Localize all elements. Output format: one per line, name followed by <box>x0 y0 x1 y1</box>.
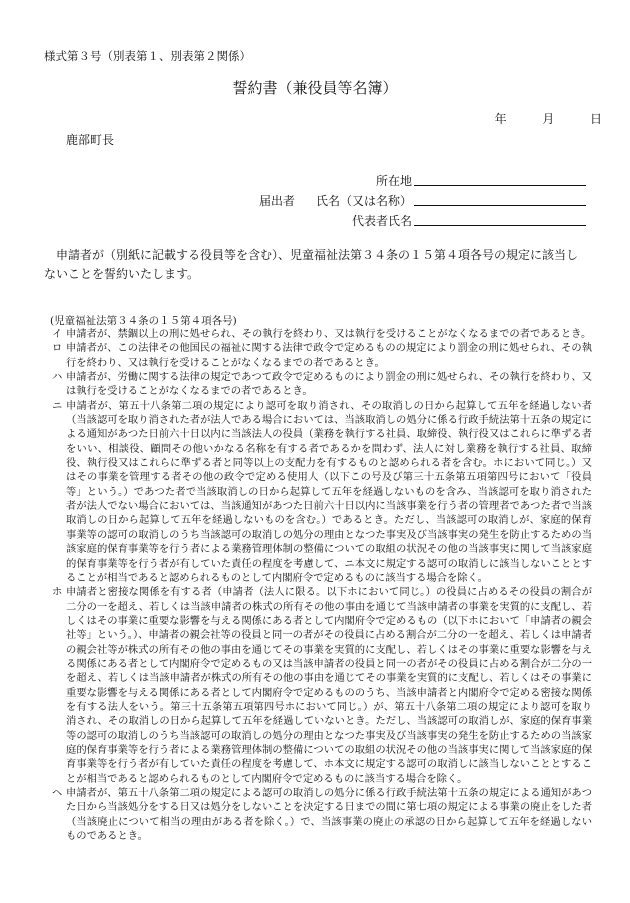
date-line <box>495 110 602 127</box>
law-heading: (児童福祉法第３４条の１５第４項各号) <box>50 315 237 327</box>
item-text: 申請者が、禁錮以上の刑に処せられ、その執行を終わり、又は執行を受けることがなくなるまでの者であるとき。 <box>66 328 592 340</box>
date-month-label: 月 <box>542 112 555 126</box>
item-text: 申請者が、第五十八条第二項の規定により認可を取り消され、その取消しの日から起算して五年を経過しない者（当該認可を取り消された者が法人である場合においては、当該取消しの処分に係る行政手続法第十五条の規定による通知があつた日前六十日以内に当該法人の役員（業務を執行する社員、取締役、執行役又はこれらに準ずる者をいい、相談役、顧問その他いかなる名称を有する者であるかを問わず、法人に対し業務を執行する社員、取締役、執行役又はこれらに準ずる者と同等以上の支配力を有するものと認められる者を含む。ホにおいて同じ。）又はその事業を管理する者その他の政令で定める使用人（以下この号及び第三十五条第五項第四号において「役員等」という。）であつた者で当該取消しの日から起算して五年を経過しないものを含み、当該認可を取り消された者が法人でない場合においては、当該通知があつた日前六十日以内に当該事業を行う者の管理者であつた者で当該取消しの日から起算して五年を経過しないものを含む。）であるとき。ただし、当該認可の取消しが、家庭的保育事業等の認可の取消しのうち当該認可の取消しの処分の理由となつた事実及び当該事実の発生を防止するための当該家庭的保育事業等を行う者による業務管理体制の整備についての取組の状況その他の当該事実に関して当該家庭的保育事業等を行う者が有していた責任の程度を考慮して、ニ本文に規定する認可の取消しに該当しないこととすることが相当であると認められるものとして内閣府令で定めるものに該当する場合を除く。 <box>66 399 592 584</box>
list-item <box>52 370 592 399</box>
item-text: 申請者が、第五十八条第二項の規定による認可の取消しの処分に係る行政手続法第十五条の規定による通知があつた日から当該処分をする日又は処分をしないことを決定する日までの間に第七項の規定による事業の廃止をした者（当該廃止について相当の理由がある者を除く。）で、当該事業の廃止の承認の日から起算して五年を経過しないものであるとき。 <box>66 787 592 843</box>
list-item <box>52 341 592 370</box>
name-label: 氏名（又は名称） <box>315 194 412 208</box>
item-mark: ロ <box>52 342 63 355</box>
item-mark: ハ <box>52 371 63 384</box>
date-year-label: 年 <box>494 112 507 126</box>
disqualification-list <box>52 327 592 843</box>
pledge-statement: 申請者が（別紙に記載する役員等を含む）、児童福祉法第３４条の１５第４項各号の規定に該当しないことを誓約いたします。 <box>44 248 579 281</box>
item-text: 申請者と密接な関係を有する者（申請者（法人に限る。以下ホにおいて同じ。）の役員に占めるその役員の割合が二分の一を超え、若しくは当該申請者の株式の所有その他の事由を通じて当該申請者の事業を実質的に支配し、若しくはその事業に重要な影響を与える関係にある者として内閣府令で定めるもの（以下ホにおいて「申請者の親会社等」という。）、申請者の親会社等の役員と同一の者がその役員に占める割合が二分の一を超え、若しくは申請者の親会社等が株式の所有その他の事由を通じてその事業を実質的に支配し、若しくはその事業に重要な影響を与える関係にある者として内閣府令で定めるもの又は当該申請者の役員と同一の者がその役員に占める割合が二分の一を超え、若しくは当該申請者が株式の所有その他の事由を通じてその事業を実質的に支配し、若しくはその事業に重要な影響を与える関係にある者として内閣府令で定めるもののうち、当該申請者と内閣府令で定める密接な関係を有する法人をいう。第三十五条第五項第四号ホにおいて同じ。）が、第五十八条第二項の規定により認可を取り消され、その取消しの日から起算して五年を経過していないとき。ただし、当該認可の取消しが、家庭的保育事業等の認可の取消しのうち当該認可の取消しの処分の理由となつた事実及び当該事実の発生を防止するための当該家庭的保育事業等を行う者による業務管理体制の整備についての取組の状況その他の当該事実に関して当該家庭的保育事業等を行う者が有していた責任の程度を考慮して、ホ本文に規定する認可の取消しに該当しないこととすることが相当であると認められるものとして内閣府令で定めるものに該当する場合を除く。 <box>66 586 592 785</box>
item-mark: ヘ <box>52 787 63 799</box>
list-item <box>52 786 592 843</box>
applicant-label: 届出者 <box>259 194 296 208</box>
form-number: 様式第３号（別表第１、別表第２関係） <box>44 49 251 63</box>
list-item <box>52 399 592 585</box>
item-mark: イ <box>52 328 63 340</box>
item-text: 申請者が、この法律その他国民の福祉に関する法律で政令で定めるものの規定により罰金の刑に処せられ、その執行を終わり、又は執行を受けることがなくなるまでの者であるとき。 <box>66 342 592 369</box>
address-line <box>414 185 586 186</box>
addressee: 鹿部町長 <box>66 133 115 147</box>
representative-label: 代表者氏名 <box>351 214 412 228</box>
list-item <box>52 327 592 341</box>
representative-line <box>414 225 586 226</box>
item-mark: ホ <box>52 586 63 599</box>
list-item <box>52 585 592 786</box>
name-line <box>414 205 586 206</box>
date-day-label: 日 <box>589 112 602 126</box>
address-label: 所在地 <box>375 174 412 188</box>
item-text: 申請者が、労働に関する法律の規定であつて政令で定めるものにより罰金の刑に処せられ、その執行を終わり、又は執行を受けることがなくなるまでの者であるとき。 <box>66 371 592 398</box>
item-mark: ニ <box>52 399 63 412</box>
document-title: 誓約書（兼役員等名簿） <box>232 79 398 97</box>
